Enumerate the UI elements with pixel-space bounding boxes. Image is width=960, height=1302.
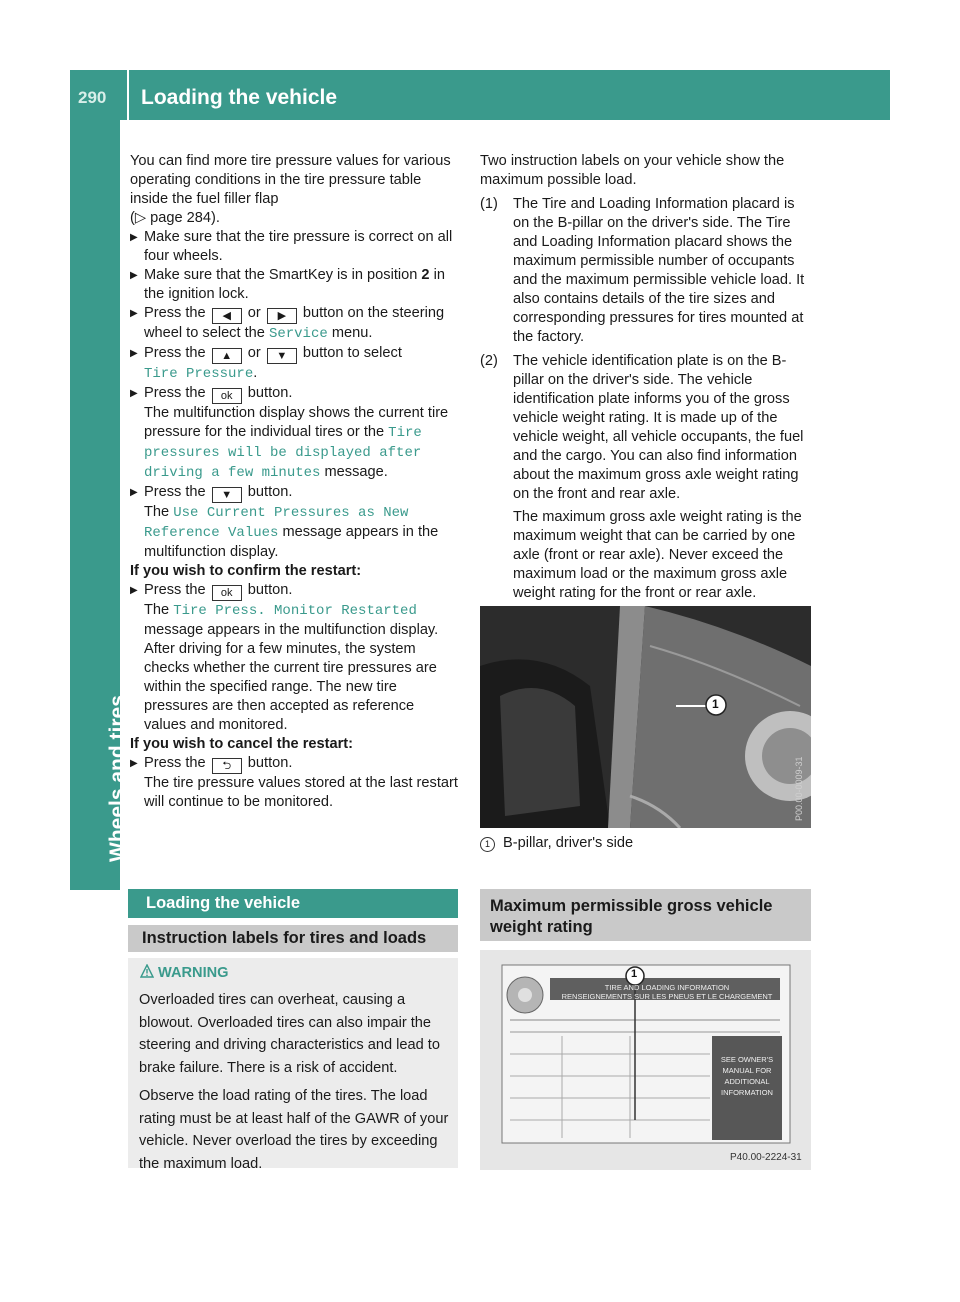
- ok-key-icon: ok: [212, 585, 242, 601]
- restart-explanation: After driving for a few minutes, the system checks whether the current tire pressures are within the specified range. The new tire pressures are then accepted as reference values and monitored.: [144, 641, 437, 733]
- subheading-confirm: If you wish to confirm the restart:: [130, 563, 362, 579]
- warning-triangle-icon: [140, 964, 154, 978]
- step-1: ▶ Make sure that the tire pressure is correct on all four wheels.: [130, 228, 460, 266]
- placard-code: P40.00-2224-31: [730, 1152, 802, 1163]
- warning-title: WARNING: [158, 965, 229, 981]
- back-key-icon: ⮌: [212, 758, 242, 774]
- b-pillar-illustration: [480, 606, 811, 828]
- service-menu-label: Service: [268, 326, 328, 342]
- tire-loading-placard-image: [480, 950, 811, 1170]
- down-arrow-key-icon: ▼: [212, 487, 242, 503]
- ok-key-icon: ok: [212, 388, 242, 404]
- display-message: Use Current Pressures as New Reference Values: [144, 505, 409, 541]
- right-column: [480, 152, 812, 603]
- subsection-heading: Maximum permissible gross vehicle weight rating: [480, 889, 811, 941]
- step-5: ▶ Press the ok button. The multifunction display shows the current tire pressure for the individual tires or the Tire pressures will be displayed after driving a few minutes message.: [130, 384, 460, 483]
- page-number: 290: [78, 88, 107, 107]
- subsection-heading: Instruction labels for tires and loads: [128, 925, 458, 952]
- left-column: [130, 152, 460, 812]
- display-message: Tire pressures will be displayed after driving a few minutes: [144, 425, 422, 481]
- page-title: Loading the vehicle: [141, 86, 338, 109]
- left-arrow-key-icon: ◀: [212, 308, 242, 324]
- step-2: ▶ Make sure that the SmartKey is in position 2 in the ignition lock.: [130, 266, 460, 304]
- placard-title-fr: RENSEIGNEMENTS SUR LES PNEUS ET LE CHARGEMENT: [561, 992, 773, 1001]
- photo-code: P00.00-0009-31: [794, 756, 804, 821]
- down-arrow-key-icon: ▼: [267, 348, 297, 364]
- labels-intro: Two instruction labels on your vehicle show the maximum possible load.: [480, 153, 785, 188]
- list-item: (2) The vehicle identification plate is on the B-pillar on the driver's side. The vehicle identification plate informs you of the gross vehicle weight rating. It is made up of the vehicle weight, all vehicle occupants, the fuel and the cargo. You can also find information about the maximum gross axle weight rating on the front and rear axle. The maximum gross axle weight rating is the maximum weight that can be carried by one axle (front or rear axle). Never exceed the maximum load or the maximum gross axle weight rating for the front or rear axle.: [480, 353, 804, 601]
- intro-paragraph: You can find more tire pressure values for various operating conditions in the tire pressure table inside the fuel filler flap (▷ page 284).: [130, 153, 451, 226]
- warning-paragraph: Observe the load rating of the tires. The load rating must be at least half of the GAWR of your vehicle. Never overload the tires by exceeding the maximum load.: [139, 1088, 449, 1172]
- b-pillar-photo: [480, 606, 811, 828]
- display-message: Tire Press. Monitor Restarted: [173, 603, 417, 619]
- tire-pressure-label: Tire Pressure: [144, 366, 254, 382]
- section-heading: Loading the vehicle: [128, 889, 458, 918]
- header-divider: [127, 70, 129, 120]
- placard-title: TIRE AND LOADING INFORMATION: [604, 983, 730, 992]
- up-arrow-key-icon: ▲: [212, 348, 242, 364]
- step-8: ▶ Press the ⮌ button. The tire pressure values stored at the last restart will continue to be monitored.: [130, 754, 460, 812]
- step-7: ▶ Press the ok button. The Tire Press. Monitor Restarted message appears in the multifunction display.: [130, 581, 460, 640]
- chapter-label: Wheels and tires: [106, 695, 129, 862]
- warning-paragraph: Overloaded tires can overheat, causing a blowout. Overloaded tires can also impair the steering and driving characteristics and lead to brake failure. There is a risk of accident.: [139, 992, 440, 1076]
- photo-caption: 1 B-pillar, driver's side: [480, 835, 633, 852]
- step-6: ▶ Press the ▼ button. The Use Current Pressures as New Reference Values message appears in the multifunction display.: [130, 483, 460, 562]
- step-4: ▶ Press the ▲ or ▼ button to select Tire Pressure.: [130, 344, 460, 384]
- page-reference: (▷ page 284).: [130, 210, 220, 226]
- right-arrow-key-icon: ▶: [267, 308, 297, 324]
- callout-1-icon: 1: [480, 837, 495, 852]
- placard-marker: 1: [631, 968, 638, 980]
- list-item: (1) The Tire and Loading Information placard is on the B-pillar on the driver's side. The Tire and Loading Information placard shows the maximum permissible number of occupants and the maximum permissible vehicle load. It also contains details of the tire sizes and corresponding pressures for tires mounted at the factory.: [480, 196, 805, 345]
- warning-text: [139, 989, 454, 1181]
- step-3: ▶ Press the ◀ or ▶ button on the steering wheel to select the Service menu.: [130, 304, 460, 344]
- subheading-cancel: If you wish to cancel the restart:: [130, 736, 354, 752]
- placard-note: SEE OWNER'S MANUAL FOR ADDITIONAL INFORMATION: [720, 1055, 774, 1097]
- photo-marker: 1: [712, 697, 719, 711]
